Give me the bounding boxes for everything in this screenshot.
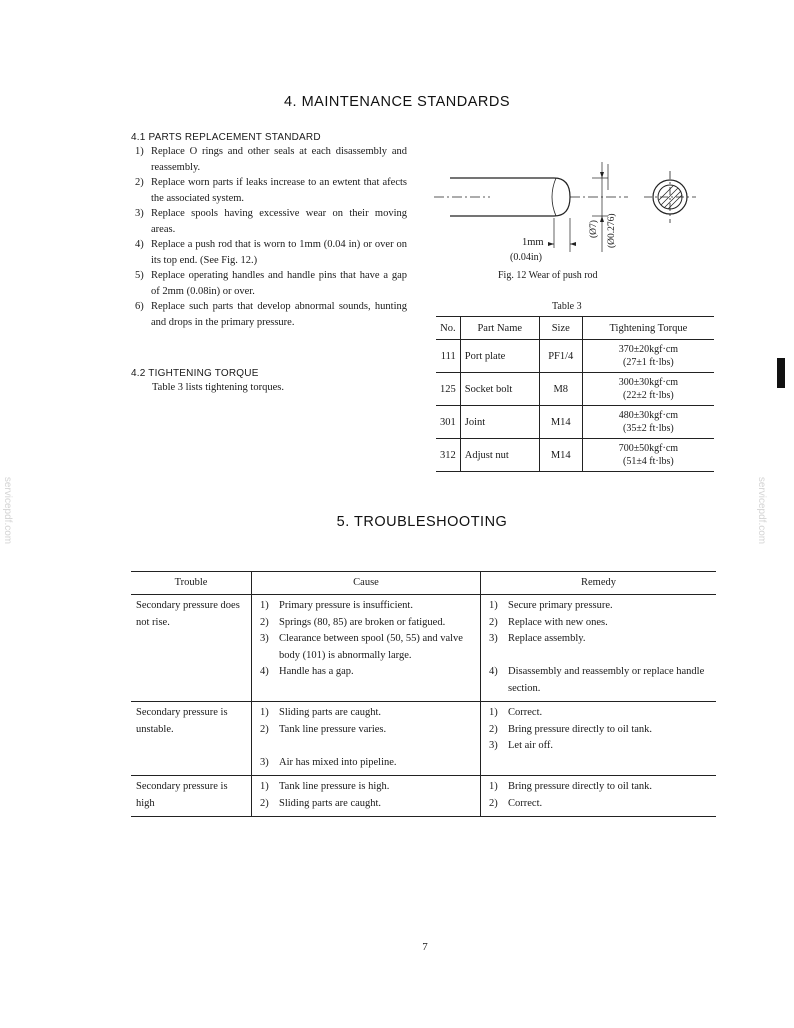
- wear-dimension-mm: 1mm: [522, 237, 544, 248]
- column-header: Part Name: [460, 317, 539, 340]
- diameter-in-label: (Ø0.276): [607, 213, 617, 248]
- cause-item: 1) Primary pressure is insufficient.: [260, 600, 413, 611]
- cause-cell: [252, 595, 481, 702]
- section-5-title: 5. TROUBLESHOOTING: [336, 514, 508, 530]
- parts-replacement-section: [131, 132, 407, 330]
- tightening-torque-table: [436, 316, 714, 472]
- remedy-item: 4) Disassembly and reassembly or replace handle section.: [489, 666, 705, 694]
- troubleshooting-table: [131, 571, 716, 817]
- cause-item: 3) Clearance between spool (50, 55) and valve body (101) is abnormally large.: [260, 633, 463, 661]
- list-item: 2) Replace worn parts if leaks increase to an ewtent that afects the associated system.: [135, 177, 407, 204]
- table-header-row: [436, 317, 714, 340]
- remedy-item: 1) Secure primary pressure.: [489, 600, 613, 611]
- table-row: [436, 439, 714, 472]
- cause-item: 1) Tank line pressure is high.: [260, 781, 390, 792]
- remedy-cell: [481, 776, 717, 817]
- table-row: [131, 776, 716, 817]
- parts-replacement-list: [131, 144, 407, 330]
- remedy-item: 2) Bring pressure directly to oil tank.: [489, 723, 653, 735]
- part-number: 301: [436, 406, 460, 439]
- list-item: 5) Replace operating handles and handle pins that have a gap of 2mm (0.08in) or over.: [135, 270, 407, 297]
- remedy-item: 1) Correct.: [489, 707, 543, 718]
- cause-item: 3) Air has mixed into pipeline.: [260, 756, 397, 768]
- table-3-caption: Table 3: [552, 301, 582, 312]
- remedy-item: 2) Correct.: [489, 797, 543, 809]
- remedy-cell: [481, 595, 717, 702]
- cause-item: 1) Sliding parts are caught.: [260, 707, 382, 718]
- part-name: Socket bolt: [460, 373, 539, 406]
- page-number: 7: [422, 941, 428, 953]
- push-rod-wear-figure: [430, 156, 720, 266]
- cause-cell: [252, 702, 481, 776]
- column-header: Tightening Torque: [582, 317, 714, 340]
- cause-item: 2) Springs (80, 85) are broken or fatigued.: [260, 616, 446, 628]
- column-header: Remedy: [481, 572, 717, 595]
- parts-replacement-title: 4.1 PARTS REPLACEMENT STANDARD: [131, 132, 321, 143]
- trouble-cell: Secondary pressure does not rise.: [131, 595, 252, 702]
- part-name: Joint: [460, 406, 539, 439]
- list-item: 1) Replace O rings and other seals at each disassembly and reassembly.: [135, 146, 407, 173]
- table-row: [436, 340, 714, 373]
- table-header-row: [131, 572, 716, 595]
- figure-caption: Fig. 12 Wear of push rod: [498, 270, 598, 281]
- part-size: PF1/4: [539, 340, 582, 373]
- part-name: Port plate: [460, 340, 539, 373]
- table-row: [436, 406, 714, 439]
- watermark-right: servicepdf.com: [756, 476, 768, 545]
- trouble-cell: Secondary pressure is high: [131, 776, 252, 817]
- remedy-item: 1) Bring pressure directly to oil tank.: [489, 781, 653, 792]
- remedy-cell: [481, 702, 717, 776]
- cause-cell: [252, 776, 481, 817]
- column-header: Cause: [252, 572, 481, 595]
- part-number: 111: [436, 340, 460, 373]
- remedy-item: 2) Replace with new ones.: [489, 616, 608, 628]
- part-number: 312: [436, 439, 460, 472]
- list-item: 6) Replace such parts that develop abnormal sounds, hunting and drops in the primary pressure.: [135, 301, 407, 328]
- part-size: M14: [539, 439, 582, 472]
- tightening-torque-title: 4.2 TIGHTENING TORQUE: [131, 368, 259, 379]
- torque-cell: 300±30kgf·cm (22±2 ft·lbs): [582, 373, 714, 406]
- table-row: [131, 702, 716, 776]
- tightening-torque-text: Table 3 lists tightening torques.: [152, 382, 284, 393]
- section-tab-mark: [777, 358, 785, 388]
- cause-item: 4) Handle has a gap.: [260, 666, 354, 677]
- column-header: Size: [539, 317, 582, 340]
- part-size: M14: [539, 406, 582, 439]
- list-item: 4) Replace a push rod that is worn to 1mm (0.04 in) or over on its top end. (See Fig. 12.): [135, 239, 407, 266]
- diameter-mm-label: (Ø7): [589, 220, 599, 238]
- trouble-cell: Secondary pressure is unstable.: [131, 702, 252, 776]
- column-header: No.: [436, 317, 460, 340]
- torque-cell: 700±50kgf·cm (51±4 ft·lbs): [582, 439, 714, 472]
- part-size: M8: [539, 373, 582, 406]
- wear-dimension-in: (0.04in): [510, 252, 542, 263]
- remedy-item: 3) Replace assembly.: [489, 633, 586, 644]
- cause-item: 2) Sliding parts are caught.: [260, 797, 382, 809]
- table-row: [131, 595, 716, 702]
- watermark-left: servicepdf.com: [2, 476, 14, 545]
- column-header: Trouble: [131, 572, 252, 595]
- tightening-torque-section: [131, 368, 407, 396]
- torque-cell: 480±30kgf·cm (35±2 ft·lbs): [582, 406, 714, 439]
- remedy-item: 3) Let air off.: [489, 740, 553, 751]
- list-item: 3) Replace spools having excessive wear on their moving areas.: [135, 208, 407, 235]
- part-number: 125: [436, 373, 460, 406]
- torque-cell: 370±20kgf·cm (27±1 ft·lbs): [582, 340, 714, 373]
- section-4-title: 4. MAINTENANCE STANDARDS: [283, 94, 511, 110]
- table-row: [436, 373, 714, 406]
- part-name: Adjust nut: [460, 439, 539, 472]
- cause-item: 2) Tank line pressure varies.: [260, 723, 387, 735]
